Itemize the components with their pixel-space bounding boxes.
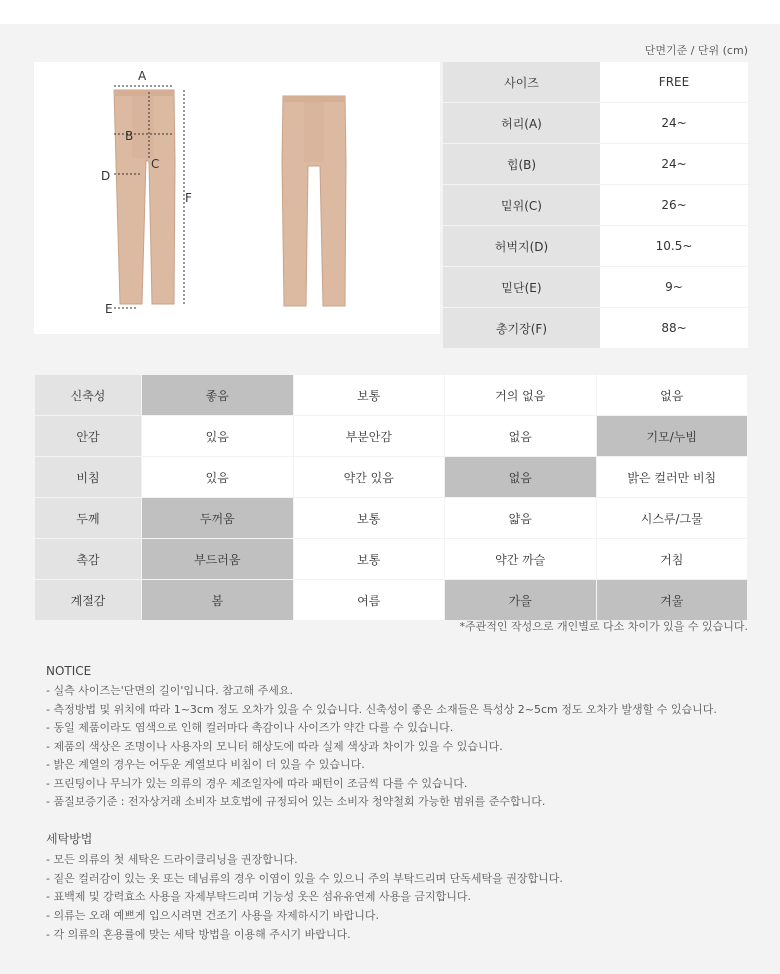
attribute-option: 없음 xyxy=(596,375,748,416)
attribute-option: 보통 xyxy=(293,375,445,416)
notice-line: - 동일 제품이라도 염색으로 인해 컬러마다 촉감이나 사이즈가 약간 다를 수 있습니다. xyxy=(46,721,454,734)
size-table xyxy=(443,62,748,349)
attribute-option: 여름 xyxy=(293,580,445,621)
size-value: 24~ xyxy=(600,144,748,185)
size-value: 10.5~ xyxy=(600,226,748,267)
attribute-option: 보통 xyxy=(293,539,445,580)
notice-title: NOTICE xyxy=(46,664,92,678)
washing-line: - 표백제 및 강력효소 사용을 자제부탁드리며 기능성 옷은 섬유유연제 사용을 금지합니다. xyxy=(46,890,471,904)
size-row xyxy=(443,185,748,226)
size-label: 밑위(C) xyxy=(443,185,600,226)
leggings-back-image xyxy=(282,96,346,306)
washing-line: - 짙은 컬러감이 있는 옷 또는 데님류의 경우 이염이 있을 수 있으니 주의 부탁드리며 단독세탁을 권장합니다. xyxy=(46,871,563,885)
size-label: 허벅지(D) xyxy=(443,226,600,267)
attribute-option: 있음 xyxy=(142,416,294,457)
size-value: 26~ xyxy=(600,185,748,226)
attribute-label: 두께 xyxy=(35,498,142,539)
attribute-label: 비침 xyxy=(35,457,142,498)
size-label: 힙(B) xyxy=(443,144,600,185)
attribute-row xyxy=(35,457,748,498)
unit-note: 단면기준 / 단위 (cm) xyxy=(644,44,748,57)
size-label: 총기장(F) xyxy=(443,308,600,349)
size-row xyxy=(443,103,748,144)
leggings-diagram-svg xyxy=(34,62,440,334)
label-a: A xyxy=(138,69,147,83)
attribute-option: 기모/누빔 xyxy=(596,416,748,457)
size-row xyxy=(443,308,748,349)
washing-line: - 모든 의류의 첫 세탁은 드라이클리닝을 권장합니다. xyxy=(46,853,298,866)
size-label: 허리(A) xyxy=(443,103,600,144)
attribute-option: 거의 없음 xyxy=(445,375,597,416)
attribute-label: 신축성 xyxy=(35,375,142,416)
attribute-option: 두꺼움 xyxy=(142,498,294,539)
size-value: 9~ xyxy=(600,267,748,308)
size-label: 사이즈 xyxy=(443,62,600,103)
size-value: 88~ xyxy=(600,308,748,349)
attribute-option: 있음 xyxy=(142,457,294,498)
attribute-table xyxy=(34,374,748,621)
leggings-front-image xyxy=(114,90,175,304)
attribute-row xyxy=(35,375,748,416)
attribute-label: 안감 xyxy=(35,416,142,457)
subjective-note: *주관적인 작성으로 개인별로 다소 차이가 있을 수 있습니다. xyxy=(459,620,748,633)
label-c: C xyxy=(151,157,160,171)
size-row xyxy=(443,62,748,103)
washing-section xyxy=(46,830,563,944)
attribute-option: 부드러움 xyxy=(142,539,294,580)
notice-line: - 실측 사이즈는'단면의 길이'입니다. 참고해 주세요. xyxy=(46,684,294,697)
attribute-row xyxy=(35,498,748,539)
notice-line: - 제품의 색상은 조명이나 사용자의 모니터 해상도에 따라 실제 색상과 차이가 있을 수 있습니다. xyxy=(46,739,503,753)
notice-line: - 프린팅이나 무늬가 있는 의류의 경우 제조일자에 따라 패턴이 조금씩 다를 수 있습니다. xyxy=(46,776,468,790)
size-value: 24~ xyxy=(600,103,748,144)
product-diagram xyxy=(34,62,440,334)
size-row xyxy=(443,267,748,308)
size-row xyxy=(443,144,748,185)
attribute-option: 겨울 xyxy=(596,580,748,621)
label-f: F xyxy=(185,191,192,205)
notice-section xyxy=(46,664,717,812)
size-value: FREE xyxy=(600,62,748,103)
notice-line: - 측정방법 및 위치에 따라 1~3cm 정도 오차가 있을 수 있습니다. 신축성이 좋은 소재들은 특성상 2~5cm 정도 오차가 발생할 수 있습니다. xyxy=(46,702,717,716)
notice-line: - 밝은 계열의 경우는 어두운 계열보다 비침이 더 있을 수 있습니다. xyxy=(46,758,365,771)
label-b: B xyxy=(125,129,134,143)
attribute-label: 계절감 xyxy=(35,580,142,621)
attribute-option: 없음 xyxy=(445,416,597,457)
attribute-label: 촉감 xyxy=(35,539,142,580)
attribute-option: 보통 xyxy=(293,498,445,539)
washing-title: 세탁방법 xyxy=(46,832,93,846)
attribute-option: 거침 xyxy=(596,539,748,580)
attribute-option: 좋음 xyxy=(142,375,294,416)
attribute-option: 부분안감 xyxy=(293,416,445,457)
attribute-option: 가을 xyxy=(445,580,597,621)
washing-line: - 의류는 오래 예쁘게 입으시려면 건조기 사용을 자제하시기 바랍니다. xyxy=(46,909,379,923)
attribute-row xyxy=(35,580,748,621)
attribute-row xyxy=(35,416,748,457)
size-label: 밑단(E) xyxy=(443,267,600,308)
attribute-option: 봄 xyxy=(142,580,294,621)
washing-line: - 각 의류의 혼용률에 맞는 세탁 방법을 이용해 주시기 바랍니다. xyxy=(46,927,351,941)
label-e: E xyxy=(105,302,113,316)
label-d: D xyxy=(101,169,111,183)
attribute-option: 얇음 xyxy=(445,498,597,539)
attribute-option: 없음 xyxy=(445,457,597,498)
notice-line: - 품질보증기준 : 전자상거래 소비자 보호법에 규정되어 있는 소비자 청약철회 가능한 범위를 준수합니다. xyxy=(46,795,546,808)
attribute-row xyxy=(35,539,748,580)
attribute-option: 시스루/그물 xyxy=(596,498,748,539)
attribute-option: 약간 있음 xyxy=(293,457,445,498)
size-row xyxy=(443,226,748,267)
attribute-option: 밝은 컬러만 비침 xyxy=(596,457,748,498)
attribute-option: 약간 까슬 xyxy=(445,539,597,580)
